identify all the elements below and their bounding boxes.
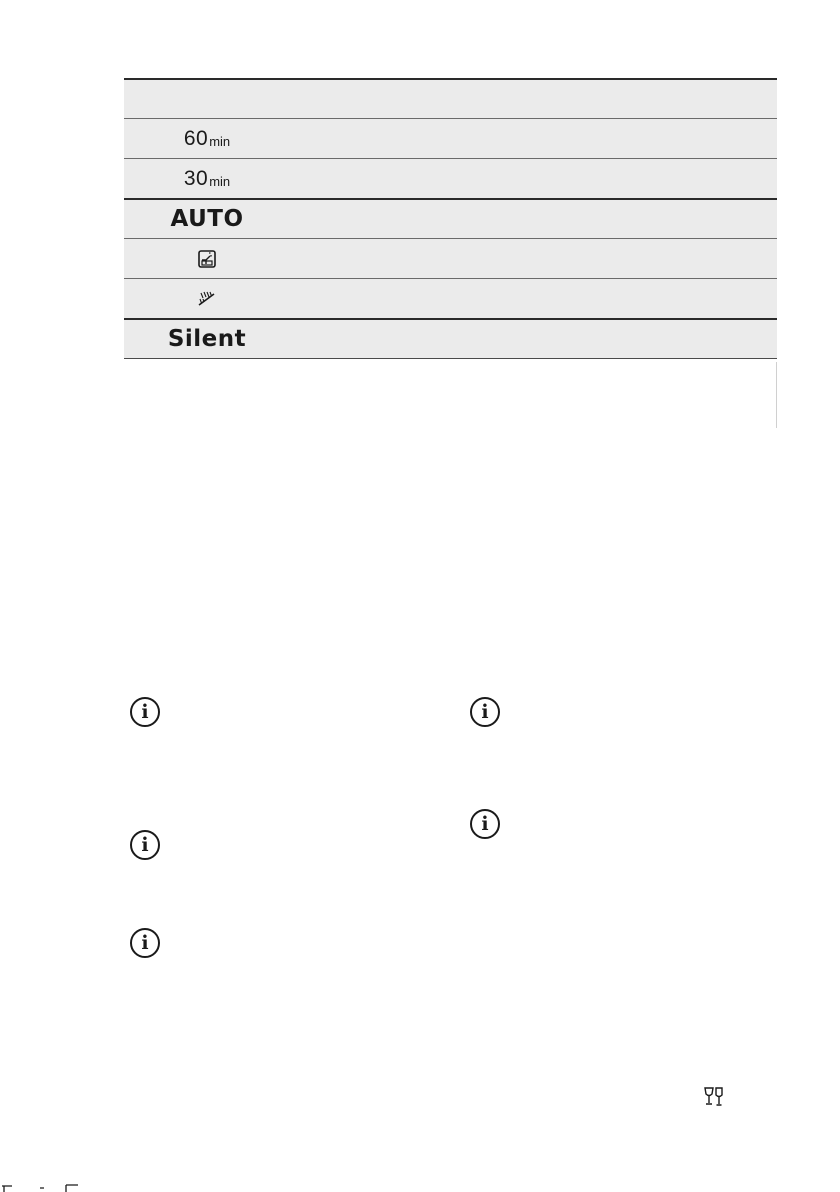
- header-label: [124, 80, 290, 118]
- info-icon: [130, 928, 160, 958]
- info-glyph: i: [141, 700, 149, 723]
- info-icon: [130, 830, 160, 860]
- option-label: [124, 320, 290, 358]
- option-value: 30: [183, 166, 209, 190]
- table-row-30min: [124, 158, 777, 198]
- table-row-silent: [124, 318, 777, 358]
- table-row-auto: [124, 198, 777, 238]
- info-icon: [470, 697, 500, 727]
- option-unit: min: [209, 134, 231, 149]
- footer-page-marks: [0, 1184, 90, 1192]
- extra-rinse-icon-cell: [124, 279, 290, 318]
- info-glyph: i: [481, 700, 489, 723]
- column-divider: [776, 362, 777, 428]
- programme-option-table: [124, 78, 777, 359]
- table-bottom-rule: [124, 358, 777, 359]
- option-value: Silent: [167, 326, 247, 352]
- option-value: 60: [183, 126, 209, 150]
- info-glyph: i: [141, 833, 149, 856]
- extra-rinse-icon: [196, 290, 218, 308]
- info-icon: [130, 697, 160, 727]
- glasses-icon: [703, 1086, 725, 1108]
- table-row-dry: [124, 238, 777, 278]
- quick-dry-icon: [197, 249, 217, 269]
- quick-dry-icon-cell: [124, 239, 290, 278]
- info-glyph: i: [481, 812, 489, 835]
- info-glyph: i: [141, 931, 149, 954]
- option-value: AUTO: [170, 206, 244, 232]
- option-label: [124, 119, 290, 158]
- info-icon: [470, 809, 500, 839]
- table-header-row: [124, 78, 777, 118]
- table-row-60min: [124, 118, 777, 158]
- option-label: [124, 159, 290, 198]
- table-row-rinse: [124, 278, 777, 318]
- option-label: [124, 200, 290, 238]
- option-unit: min: [209, 174, 231, 189]
